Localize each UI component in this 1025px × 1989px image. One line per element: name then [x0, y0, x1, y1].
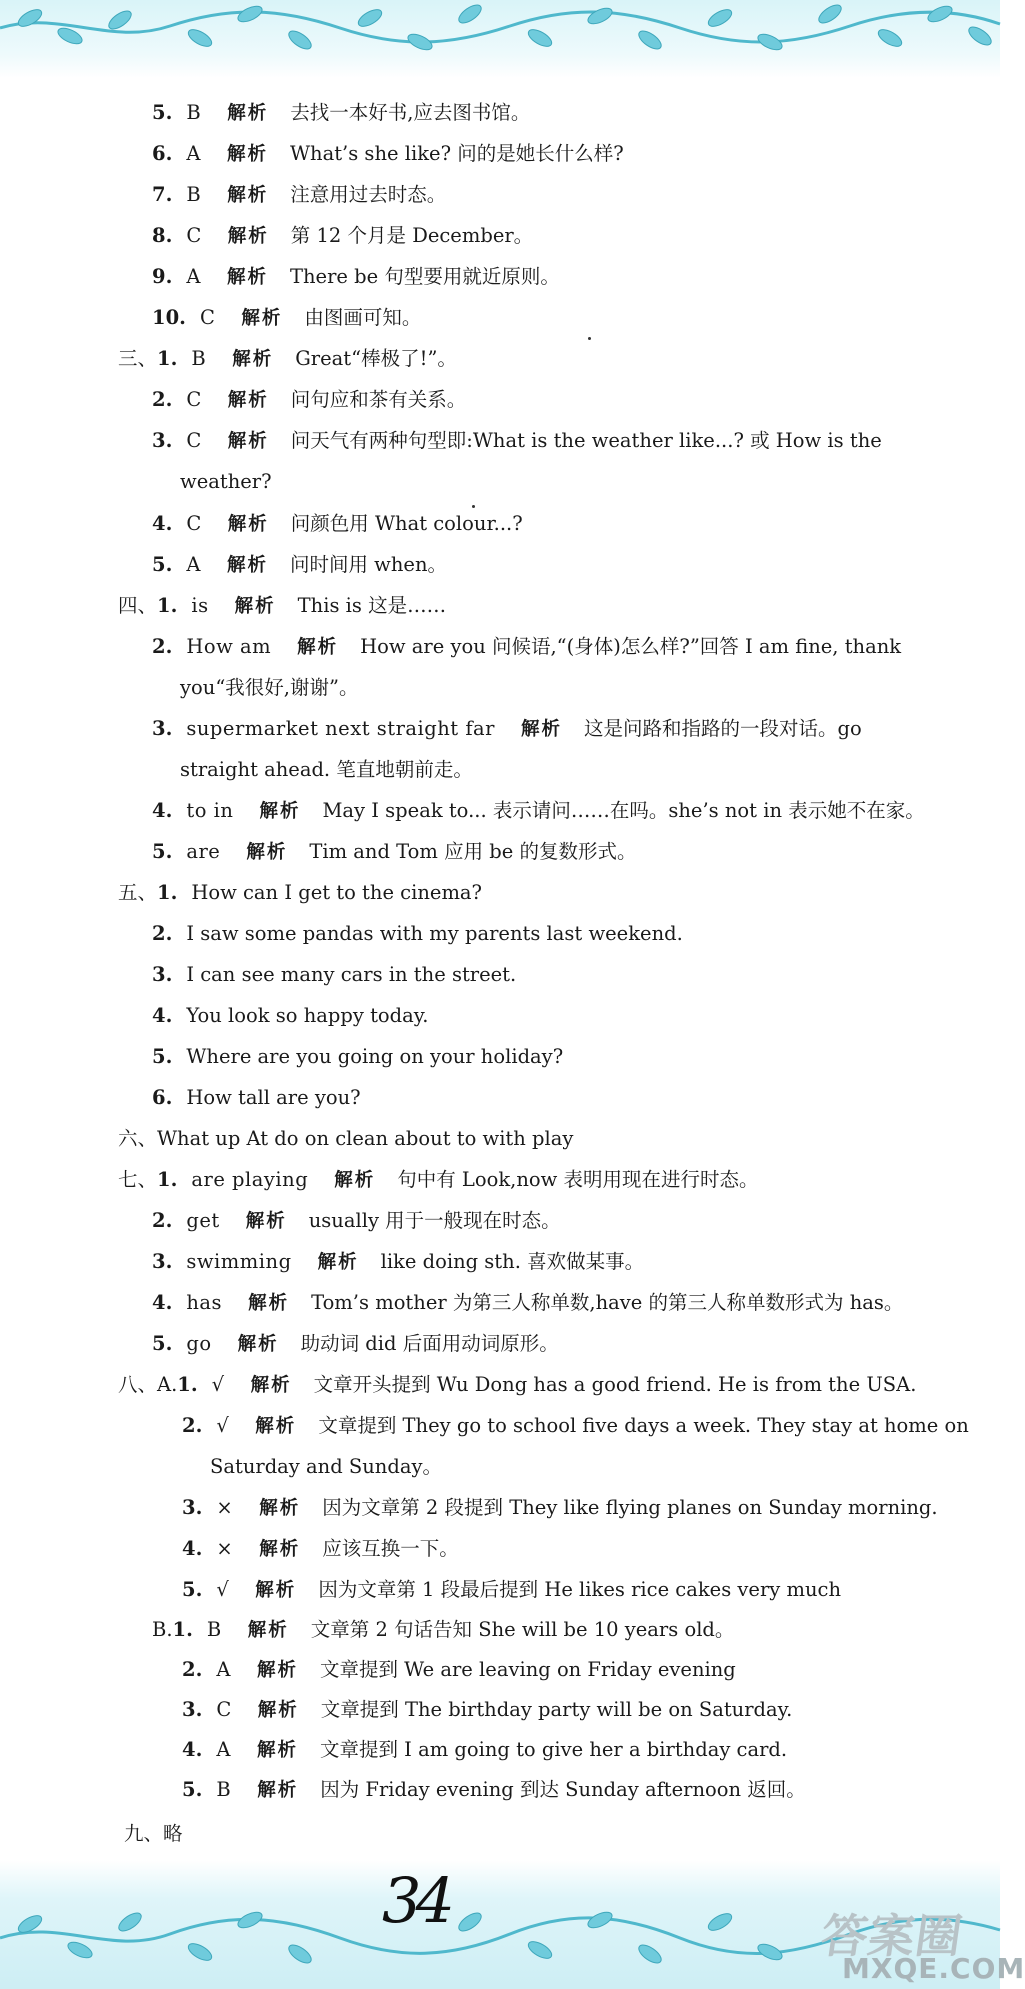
section-marker: 六、	[118, 1127, 158, 1150]
analysis-label: 解析	[317, 1252, 359, 1273]
answer-line	[118, 593, 446, 619]
explanation-text: 句中有 Look,now 表明用现在进行时态。	[397, 1168, 759, 1191]
analysis-label: 解析	[297, 637, 339, 658]
analysis-label: 解析	[259, 801, 301, 822]
answer-line	[152, 387, 466, 413]
explanation-text: 文章提到 We are leaving on Friday evening	[319, 1658, 736, 1681]
answer-line	[152, 798, 925, 824]
answer-text: A	[186, 265, 201, 288]
answer-line	[152, 223, 533, 249]
analysis-label: 解析	[226, 555, 268, 576]
analysis-label: 解析	[245, 1211, 287, 1232]
section-marker: 八、A.	[118, 1373, 178, 1396]
analysis-label: 解析	[226, 267, 268, 288]
analysis-label: 解析	[256, 1740, 298, 1761]
top-floral-border	[0, 0, 1000, 78]
question-number: 4.	[152, 1291, 173, 1314]
question-number: 2.	[152, 388, 173, 411]
answer-line	[182, 1577, 841, 1603]
answer-text: How am	[186, 635, 272, 658]
vine-decoration-top	[0, 0, 1000, 78]
question-number: 1.	[157, 347, 178, 370]
answer-line	[152, 182, 446, 208]
answer-text: C	[199, 306, 216, 329]
answer-text: C	[186, 429, 202, 452]
analysis-label: 解析	[257, 1780, 299, 1801]
answer-text: A	[216, 1738, 231, 1761]
explanation-text: 注意用过去时态。	[290, 183, 447, 206]
explanation-text: How can I get to the cinema?	[191, 881, 483, 904]
answer-line	[152, 1208, 561, 1234]
question-number: 6.	[152, 142, 173, 165]
explanation-text: 因为文章第 2 段提到 They like flying planes on Sunday morning.	[322, 1496, 938, 1519]
section-marker: 五、	[118, 881, 158, 904]
question-number: 2.	[152, 922, 173, 945]
analysis-label: 解析	[255, 1580, 297, 1601]
question-number: 4.	[152, 1004, 173, 1027]
question-number: 3.	[152, 717, 173, 740]
section-marker: 七、	[118, 1168, 158, 1191]
explanation-text: 第 12 个月是 December。	[290, 224, 534, 247]
answer-line	[180, 757, 473, 783]
explanation-text: 文章开头提到 Wu Dong has a good friend. He is from the USA.	[313, 1373, 917, 1396]
answer-line	[152, 921, 683, 947]
explanation-text: Where are you going on your holiday?	[186, 1045, 564, 1068]
answer-line	[152, 141, 624, 167]
analysis-label: 解析	[227, 431, 269, 452]
answer-line	[152, 839, 637, 865]
analysis-label: 解析	[227, 390, 269, 411]
analysis-label: 解析	[227, 103, 269, 124]
analysis-label: 解析	[247, 1620, 289, 1641]
section-marker: 三、	[118, 347, 158, 370]
answer-text: A	[186, 142, 201, 165]
answer-text: √	[216, 1578, 230, 1601]
question-number: 5.	[182, 1778, 203, 1801]
answer-line	[118, 1372, 916, 1398]
section-marker: 四、	[118, 594, 158, 617]
analysis-label: 解析	[246, 842, 288, 863]
analysis-label: 解析	[334, 1170, 376, 1191]
answer-text: are	[186, 840, 221, 863]
answer-line	[152, 264, 560, 290]
question-number: 2.	[182, 1658, 203, 1681]
answer-text: B	[191, 347, 207, 370]
answer-text: get	[186, 1209, 220, 1232]
explanation-text: you“我很好,谢谢”。	[180, 676, 359, 699]
explanation-text: Great“棒极了!”。	[295, 347, 457, 370]
analysis-label: 解析	[259, 1498, 301, 1519]
answer-line	[118, 1167, 759, 1193]
analysis-label: 解析	[255, 1416, 297, 1437]
analysis-label: 解析	[241, 308, 283, 329]
question-number: 2.	[152, 1209, 173, 1232]
answer-line	[152, 716, 862, 742]
explanation-text: 助动词 did 后面用动词原形。	[300, 1332, 559, 1355]
analysis-label: 解析	[257, 1700, 299, 1721]
answer-line	[152, 1290, 903, 1316]
answer-line	[152, 1044, 563, 1070]
answer-line	[124, 1821, 183, 1847]
question-number: 1.	[157, 881, 178, 904]
question-number: 8.	[152, 224, 173, 247]
analysis-label: 解析	[232, 349, 274, 370]
analysis-label: 解析	[227, 514, 269, 535]
question-number: 3.	[152, 1250, 173, 1273]
explanation-text: weather?	[180, 470, 272, 493]
explanation-text: like doing sth. 喜欢做某事。	[380, 1250, 645, 1273]
answer-text: B	[216, 1778, 232, 1801]
question-number: 1.	[172, 1618, 193, 1641]
answer-line	[152, 100, 530, 126]
explanation-text: I can see many cars in the street.	[186, 963, 517, 986]
question-number: 2.	[182, 1414, 203, 1437]
answer-line	[118, 346, 457, 372]
analysis-label: 解析	[256, 1660, 298, 1681]
explanation-text: Tom’s mother 为第三人称单数,have 的第三人称单数形式为 has。	[311, 1291, 904, 1314]
question-number: 5.	[152, 840, 173, 863]
question-number: 1.	[157, 1168, 178, 1191]
explanation-text: 问句应和茶有关系。	[290, 388, 467, 411]
question-number: 5.	[152, 553, 173, 576]
explanation-text: You look so happy today.	[186, 1004, 429, 1027]
answer-line	[180, 675, 358, 701]
answer-line	[182, 1495, 938, 1521]
explanation-text: 因为 Friday evening 到达 Sunday afternoon 返回。	[320, 1778, 806, 1801]
analysis-label: 解析	[259, 1539, 301, 1560]
explanation-text: There be 句型要用就近原则。	[289, 265, 560, 288]
question-number: 10.	[152, 306, 186, 329]
answer-line	[182, 1536, 459, 1562]
explanation-text: 这是问路和指路的一段对话。go	[584, 717, 862, 740]
watermark-logo: 答案圈	[817, 1909, 967, 1963]
watermark-url: MXQE.COM	[842, 1952, 1025, 1985]
question-number: 4.	[152, 799, 173, 822]
answer-text: C	[216, 1698, 232, 1721]
answer-text: supermarket next straight far	[186, 717, 495, 740]
question-number: 4.	[182, 1738, 203, 1761]
answer-line	[182, 1737, 787, 1763]
analysis-label: 解析	[237, 1334, 279, 1355]
answer-text: B	[206, 1618, 222, 1641]
answer-text: √	[211, 1373, 225, 1396]
question-number: 3.	[182, 1496, 203, 1519]
page-number: 34	[382, 1864, 449, 1937]
question-number: 7.	[152, 183, 173, 206]
explanation-text: 问时间用 when。	[289, 553, 448, 576]
answer-line	[118, 880, 482, 906]
answer-line	[182, 1657, 736, 1683]
question-number: 6.	[152, 1086, 173, 1109]
explanation-text: May I speak to... 表示请问……在吗。she’s not in 表示她不在家。	[322, 799, 925, 822]
question-number: 3.	[152, 429, 173, 452]
explanation-text: This is 这是……	[297, 594, 447, 617]
question-number: 5.	[152, 101, 173, 124]
explanation-text: How are you 问候语,“(身体)怎么样?”回答 I am fine, thank	[360, 635, 902, 658]
analysis-label: 解析	[248, 1293, 290, 1314]
explanation-text: What’s she like? 问的是她长什么样?	[289, 142, 624, 165]
explanation-text: 问天气有两种句型即:What is the weather like...? 或 How is the	[290, 429, 882, 452]
answer-text: B	[186, 101, 202, 124]
answer-line	[152, 1085, 361, 1111]
analysis-label: 解析	[250, 1375, 292, 1396]
explanation-text: Tim and Tom 应用 be 的复数形式。	[309, 840, 637, 863]
answer-text: swimming	[186, 1250, 292, 1273]
question-number: 2.	[152, 635, 173, 658]
answer-line	[210, 1454, 442, 1480]
explanation-text: straight ahead. 笔直地朝前走。	[180, 758, 473, 781]
answer-line	[152, 511, 523, 537]
question-number: 1.	[177, 1373, 198, 1396]
answer-text: has	[186, 1291, 223, 1314]
question-number: 5.	[152, 1045, 173, 1068]
answer-text: go	[186, 1332, 212, 1355]
question-number: 5.	[182, 1578, 203, 1601]
answer-line	[152, 1003, 428, 1029]
question-number: 4.	[182, 1537, 203, 1560]
explanation-text: 因为文章第 1 段最后提到 He likes rice cakes very much	[318, 1578, 842, 1601]
explanation-text: 文章提到 The birthday party will be on Saturday.	[320, 1698, 793, 1721]
answer-line	[182, 1413, 969, 1439]
explanation-text: 文章提到 They go to school five days a week. They stay at home on	[318, 1414, 969, 1437]
print-speck	[588, 337, 591, 340]
answer-text: to in	[186, 799, 234, 822]
answer-text: C	[186, 512, 202, 535]
explanation-text: 文章第 2 句话告知 She will be 10 years old。	[310, 1618, 735, 1641]
explanation-text: Saturday and Sunday。	[210, 1455, 442, 1478]
answer-text: A	[216, 1658, 231, 1681]
answer-line	[152, 305, 421, 331]
explanation-text: 文章提到 I am going to give her a birthday card.	[319, 1738, 788, 1761]
answer-line	[152, 552, 447, 578]
question-number: 1.	[157, 594, 178, 617]
answer-line	[152, 428, 882, 454]
answer-line	[180, 469, 272, 495]
explanation-text: 应该互换一下。	[322, 1537, 459, 1560]
answer-text: ×	[216, 1496, 234, 1519]
question-number: 3.	[182, 1698, 203, 1721]
answer-text: C	[186, 224, 202, 247]
explanation-text: usually 用于一般现在时态。	[308, 1209, 561, 1232]
explanation-text: How tall are you?	[186, 1086, 361, 1109]
print-speck	[472, 505, 475, 508]
explanation-text: What up At do on clean about to with play	[157, 1127, 574, 1150]
answer-line	[152, 1331, 559, 1357]
answer-line	[182, 1777, 806, 1803]
answer-text: are playing	[191, 1168, 309, 1191]
answer-line	[118, 1126, 573, 1152]
answer-text: ×	[216, 1537, 234, 1560]
analysis-label: 解析	[227, 226, 269, 247]
explanation-text: 问颜色用 What colour...?	[290, 512, 523, 535]
analysis-label: 解析	[227, 185, 269, 206]
answer-text: is	[191, 594, 209, 617]
answer-line	[152, 962, 516, 988]
question-number: 5.	[152, 1332, 173, 1355]
section-marker: 九、略	[124, 1822, 183, 1845]
answer-text: A	[186, 553, 201, 576]
explanation-text: I saw some pandas with my parents last weekend.	[186, 922, 683, 945]
question-number: 9.	[152, 265, 173, 288]
question-number: 4.	[152, 512, 173, 535]
answer-text: √	[216, 1414, 230, 1437]
section-marker: B.	[152, 1618, 173, 1641]
answer-line	[182, 1697, 792, 1723]
analysis-label: 解析	[234, 596, 276, 617]
answer-text: C	[186, 388, 202, 411]
answer-line	[152, 634, 901, 660]
answer-line	[152, 1617, 734, 1643]
answer-line	[152, 1249, 644, 1275]
explanation-text: 去找一本好书,应去图书馆。	[290, 101, 531, 124]
explanation-text: 由图画可知。	[304, 306, 422, 329]
answer-text: B	[186, 183, 202, 206]
analysis-label: 解析	[521, 719, 563, 740]
question-number: 3.	[152, 963, 173, 986]
analysis-label: 解析	[226, 144, 268, 165]
